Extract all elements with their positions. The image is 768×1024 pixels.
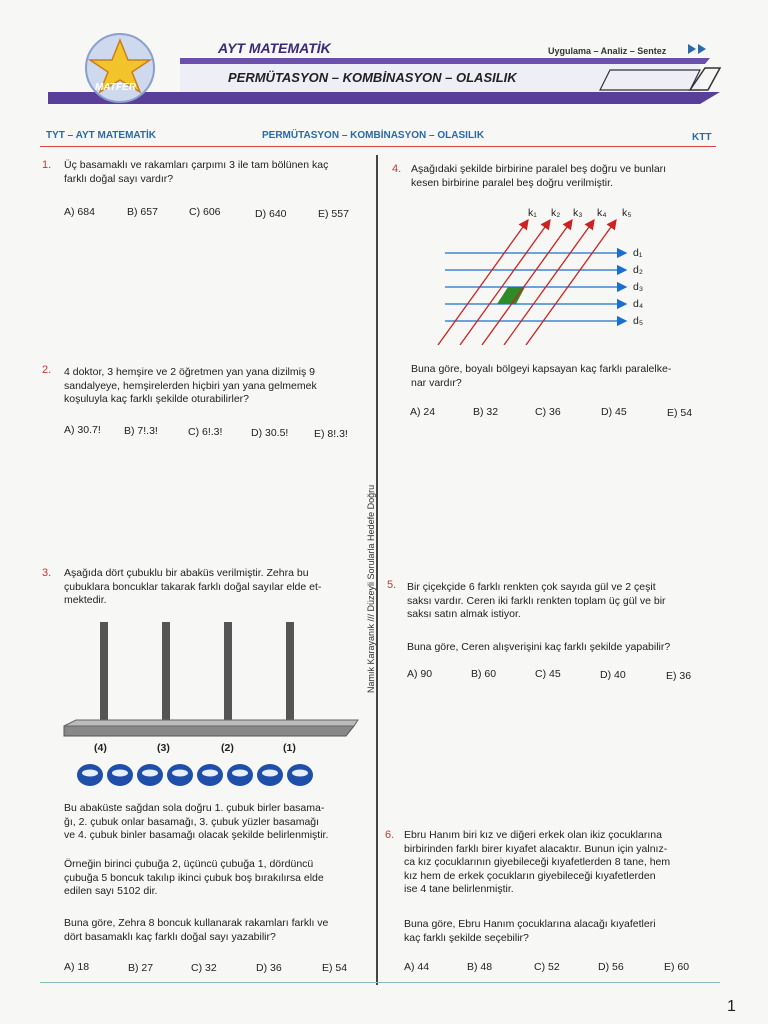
k5-label: k₅: [622, 207, 632, 219]
q6-number: 6.: [385, 829, 395, 841]
q2-option-b[interactable]: B) 7!.3!: [124, 425, 158, 437]
d5-label: d₅: [633, 315, 644, 327]
q5-line: saksı satın almak istiyor.: [407, 608, 521, 620]
q1-option-e[interactable]: E) 557: [318, 208, 349, 220]
q6-option-b[interactable]: B) 48: [467, 961, 493, 973]
bead: [107, 764, 133, 786]
bead: [257, 764, 283, 786]
q5-line: Bir çiçekçide 6 farklı renkten çok sayıda gül ve 2 çeşit: [407, 581, 656, 593]
q6-line: birbirinden farklı birer kıyafet alacaktır. Bunun için yalnız-: [404, 842, 668, 855]
d3-label: d₃: [633, 281, 644, 293]
horizontal-lines: [445, 253, 626, 321]
q3-option-d[interactable]: D) 36: [256, 962, 282, 974]
q6-line: Buna göre, Ebru Hanım çocuklarına alacağı kıyafetleri: [404, 918, 656, 930]
q4-line: kesen birbirine paralel beş doğru verilmiştir.: [411, 176, 613, 189]
q6-option-c[interactable]: C) 52: [534, 961, 560, 973]
strip-left-label: TYT – AYT MATEMATİK: [46, 130, 156, 141]
abacus-rod: [100, 622, 294, 726]
header-title: AYT MATEMATİK: [218, 40, 331, 56]
q5-option-c[interactable]: C) 45: [535, 668, 561, 680]
q5-question: Buna göre, Ceren alışverişini kaç farklı şekilde yapabilir?: [407, 641, 671, 653]
q3-line: dört basamaklı kaç farklı doğal sayı yazabilir?: [64, 930, 276, 943]
q4-line: nar vardır?: [411, 376, 462, 389]
page-number: 1: [727, 998, 736, 1015]
q3-line: Bu abaküste sağdan sola doğru 1. çubuk birler basama-: [64, 802, 325, 814]
q1-option-a[interactable]: A) 684: [64, 206, 95, 218]
abacus-label-1: (1): [283, 742, 296, 754]
shaded-region: [497, 287, 525, 304]
strip-right-label: KTT: [692, 132, 712, 143]
q1-option-b[interactable]: B) 657: [127, 206, 158, 218]
abacus-label-3: (3): [157, 742, 170, 754]
q2-option-e[interactable]: E) 8!.3!: [314, 428, 348, 440]
q3-option-a[interactable]: A) 18: [64, 961, 90, 973]
q6-option-d[interactable]: D) 56: [598, 961, 624, 973]
q1-number: 1.: [42, 159, 52, 171]
d1-label: d₁: [633, 247, 643, 259]
q6-line: kız hem de erkek çocukların giyebileceği kıyafetlerden: [404, 869, 656, 882]
q6-option-a[interactable]: A) 44: [404, 961, 430, 973]
q3-para1: [64, 802, 364, 843]
q3-option-e[interactable]: E) 54: [322, 962, 348, 974]
header-topic: PERMÜTASYON – KOMBİNASYON – OLASILIK: [228, 70, 517, 85]
q2-line: koşuluyla kaç farklı şekilde oturabilirler?: [64, 393, 249, 405]
bead: [197, 764, 223, 786]
bead: [77, 764, 103, 786]
bottom-rule: [40, 982, 720, 983]
q3-option-c[interactable]: C) 32: [191, 962, 217, 974]
q3-line: edilen sayı 5102 dir.: [64, 885, 158, 897]
q5-number: 5.: [387, 579, 397, 591]
q4-number: 4.: [392, 163, 402, 175]
k2-label: k₂: [551, 207, 561, 219]
q1-text: [64, 159, 364, 186]
q3-line: Örneğin birinci çubuğa 2, üçüncü çubuğa 1, dördüncü: [64, 858, 314, 870]
bead: [227, 764, 253, 786]
q1-option-d[interactable]: D) 640: [255, 208, 287, 220]
q4-question: [411, 363, 711, 390]
q3-line: Buna göre, Zehra 8 boncuk kullanarak rakamları farklı ve: [64, 917, 329, 929]
q6-line: Ebru Hanım biri kız ve diğeri erkek olan ikiz çocuklarına: [404, 829, 662, 841]
q4-option-a[interactable]: A) 24: [410, 406, 436, 418]
q6-line: ca kız çocuklarının giyebileceği kıyafetlerden 8 tane, hem: [404, 856, 671, 868]
column-divider: [376, 155, 378, 985]
q1-line: Üç basamaklı ve rakamları çarpımı 3 ile tam bölünen kaç: [64, 159, 329, 171]
q4-option-e[interactable]: E) 54: [667, 407, 693, 419]
q3-number: 3.: [42, 567, 52, 579]
q5-option-e[interactable]: E) 36: [666, 670, 692, 682]
q1-line: farklı doğal sayı vardır?: [64, 172, 174, 185]
q4-line: Aşağıdaki şekilde birbirine paralel beş doğru ve bunları: [411, 163, 667, 175]
header-levels: Uygulama – Analiz – Sentez: [548, 46, 667, 56]
q3-line: çubuklara boncuklar takarak farklı doğal sayılar elde et-: [64, 580, 322, 593]
q5-option-b[interactable]: B) 60: [471, 668, 497, 680]
q5-option-d[interactable]: D) 40: [600, 669, 626, 681]
bead: [137, 764, 163, 786]
q3-text: [64, 567, 364, 608]
q2-line: sandalyeye, hemşirelerden hiçbiri yan yana gelmemek: [64, 379, 317, 392]
side-note: Namık Karayanık /// Düzeyli Sorularla Hedefe Doğru: [366, 484, 376, 693]
q2-line: 4 doktor, 3 hemşire ve 2 öğretmen yan yana dizilmiş 9: [64, 366, 315, 378]
slanted-lines: [438, 220, 616, 345]
k1-label: k₁: [528, 207, 537, 219]
q3-line: Aşağıda dört çubuklu bir abaküs verilmiştir. Zehra bu: [64, 567, 309, 579]
q2-number: 2.: [42, 364, 52, 376]
k4-label: k₄: [597, 207, 607, 219]
q3-line: ğı, 2. çubuk onlar basamağı, 3. çubuk yüzler basamağı: [64, 815, 320, 828]
q6-text: [404, 829, 714, 897]
q2-option-a[interactable]: A) 30.7!: [64, 424, 101, 436]
q6-line: kaç farklı şekilde seçebilir?: [404, 931, 529, 944]
k3-label: k₃: [573, 207, 583, 219]
q3-para2: [64, 858, 364, 899]
q4-text: [411, 163, 711, 190]
abacus-label-2: (2): [221, 742, 234, 754]
d4-label: d₄: [633, 298, 644, 310]
d2-label: d₂: [633, 264, 643, 276]
beads-row: [76, 762, 326, 788]
q4-option-c[interactable]: C) 36: [535, 406, 561, 418]
q2-text: [64, 366, 364, 407]
bead: [287, 764, 313, 786]
q2-option-c[interactable]: C) 6!.3!: [188, 426, 223, 438]
parallel-lines-figure: [430, 205, 660, 345]
q5-text: [407, 581, 707, 622]
q3-line: çubuğa 5 boncuk takılıp ikinci çubuk boş bırakılırsa elde: [64, 871, 324, 884]
q2-option-d[interactable]: D) 30.5!: [251, 427, 289, 439]
strip-middle-label: PERMÜTASYON – KOMBİNASYON – OLASILIK: [262, 130, 485, 141]
bead: [167, 764, 193, 786]
q6-option-e[interactable]: E) 60: [664, 961, 690, 973]
q4-option-d[interactable]: D) 45: [601, 406, 627, 418]
abacus-figure: [60, 618, 360, 738]
q4-option-b[interactable]: B) 32: [473, 406, 499, 418]
header-banner: [0, 0, 768, 120]
q5-option-a[interactable]: A) 90: [407, 668, 433, 680]
q5-line: saksı vardır. Ceren iki farklı renkten toplam üç gül ve bir: [407, 594, 666, 607]
q3-line: mektedir.: [64, 594, 107, 606]
q3-para3: [64, 917, 364, 944]
q4-line: Buna göre, boyalı bölgeyi kapsayan kaç farklı paralelke-: [411, 363, 672, 375]
q1-option-c[interactable]: C) 606: [189, 206, 221, 218]
q6-line: ise 4 tane belirlenmiştir.: [404, 883, 514, 895]
abacus-label-4: (4): [94, 742, 107, 754]
q3-option-b[interactable]: B) 27: [128, 962, 154, 974]
q6-question: [404, 918, 714, 945]
logo: MATFER: [95, 82, 136, 93]
q3-line: ve 4. çubuk binler basamağı olacak şekilde belirlenmiştir.: [64, 829, 329, 841]
